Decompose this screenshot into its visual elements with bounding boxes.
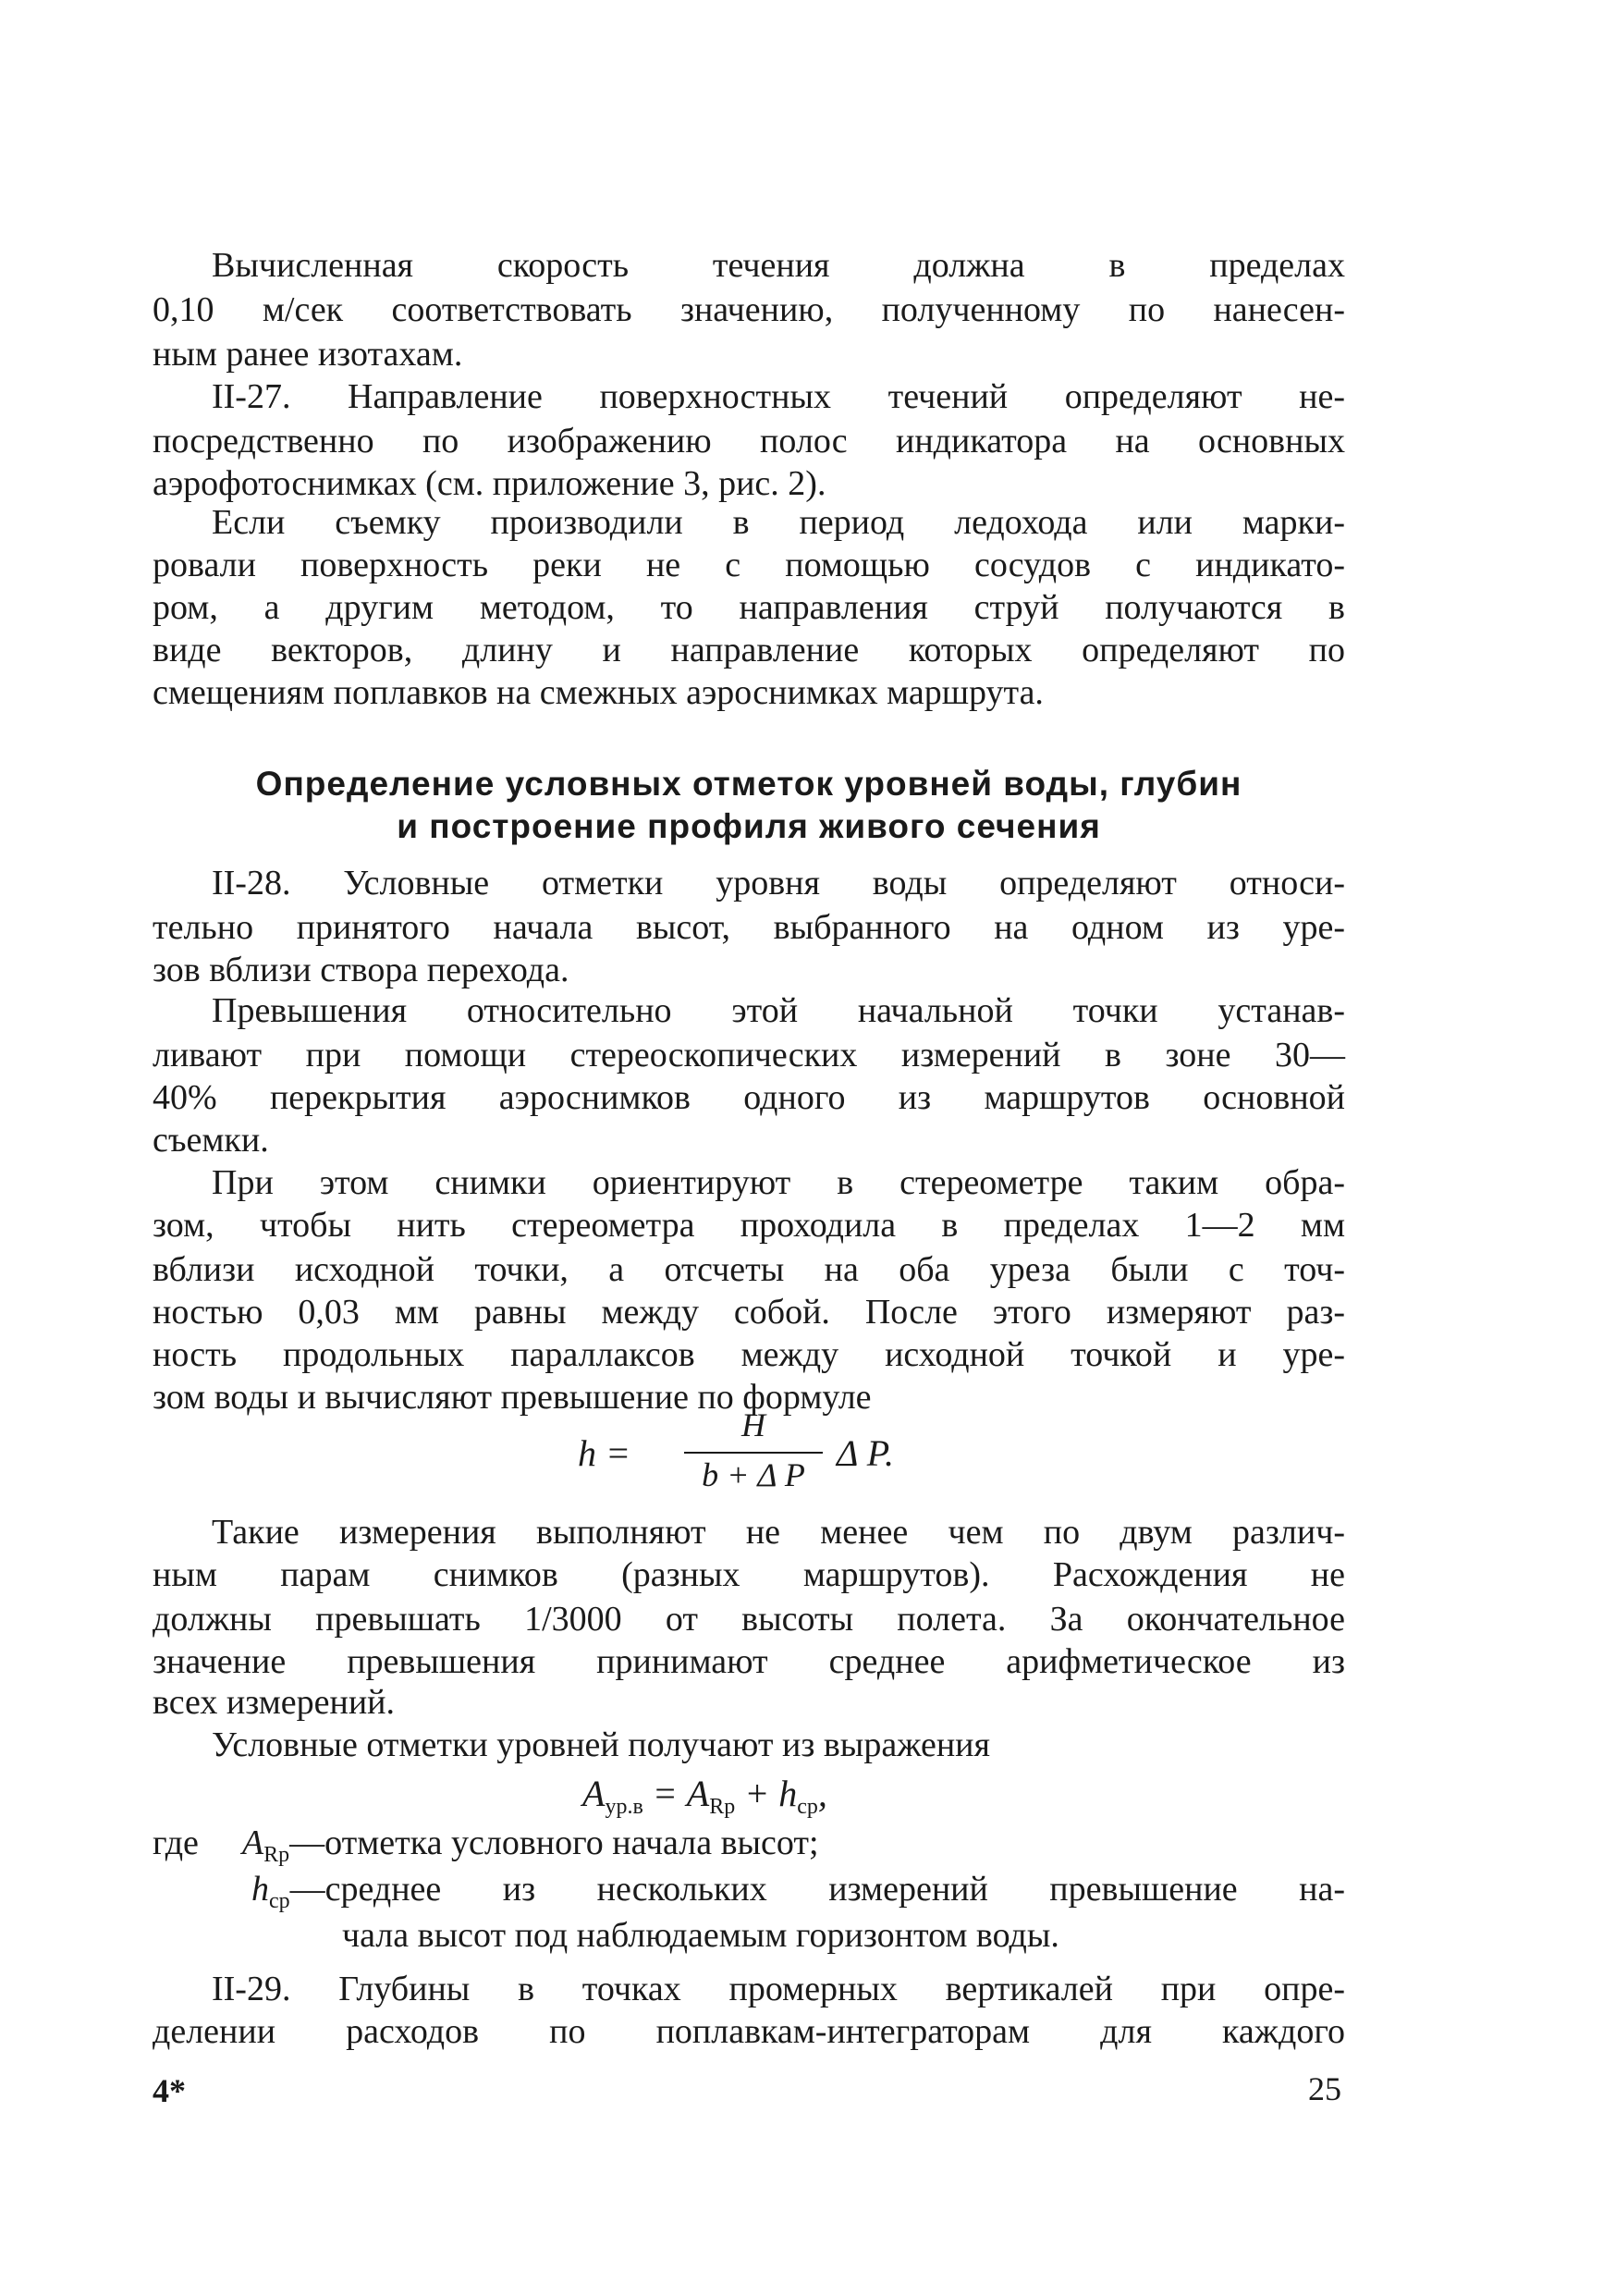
fraction-bar <box>684 1452 823 1454</box>
definition-text: —среднее из нескольких измерений превышение на- <box>289 1870 1345 1909</box>
paragraph-line: Если съемку производили в период ледохода или марки- <box>212 503 1345 542</box>
definition-text: —отметка условного начала высот; <box>289 1823 819 1862</box>
formula-symbol: , <box>817 1773 827 1814</box>
paragraph-line: 0,10 м/сек соответствовать значению, полученному по нанесен- <box>153 290 1345 329</box>
paragraph-line: всех измерений. <box>153 1683 396 1722</box>
definition-subscript: Rр <box>263 1843 290 1867</box>
paragraph-line: ром, а другим методом, то направления струй получаются в <box>153 588 1345 627</box>
paragraph-line: виде векторов, длину и направление которых определяют по <box>153 631 1345 669</box>
where-label: где <box>153 1823 199 1862</box>
page-number: 25 <box>1308 2070 1341 2107</box>
paragraph-line: делении расходов по поплавкам-интеграторам для каждого <box>153 2012 1345 2051</box>
paragraph-line: должны превышать 1/3000 от высоты полета. За окончательное <box>153 1600 1345 1639</box>
formula-symbol: = A <box>642 1773 710 1814</box>
paragraph-line: При этом снимки ориентируют в стереометре таким обра- <box>212 1163 1345 1202</box>
paragraph-line: аэрофотоснимках (см. приложение 3, рис. 2). <box>153 464 826 503</box>
paragraph-line: посредственно по изображению полос индикатора на основных <box>153 422 1345 460</box>
paragraph-line: ровали поверхность реки не с помощью сосудов с индикато- <box>153 546 1345 584</box>
paragraph-line: ностью 0,03 мм равны между собой. После этого измеряют раз- <box>153 1293 1345 1332</box>
paragraph-line: II-27. Направление поверхностных течений определяют не- <box>212 377 1345 416</box>
paragraph-line: съемки. <box>153 1121 269 1160</box>
signature-mark: 4* <box>153 2072 186 2109</box>
formula-subscript: ур.в <box>605 1795 643 1819</box>
paragraph-line: Такие измерения выполняют не менее чем по двум различ- <box>212 1513 1345 1552</box>
formula-denominator: b + Δ P <box>702 1456 805 1493</box>
paragraph-line: Превышения относительно этой начальной точки устанав- <box>212 991 1345 1030</box>
paragraph-line: ность продольных параллаксов между исходной точкой и уре- <box>153 1335 1345 1374</box>
paragraph-line: ным парам снимков (разных маршрутов). Расхождения не <box>153 1555 1345 1594</box>
paragraph-line: II-28. Условные отметки уровня воды определяют относи- <box>212 864 1345 902</box>
formula-subscript: Rр <box>709 1795 736 1819</box>
formula-lhs: h = <box>578 1432 630 1474</box>
formula-subscript: ср <box>797 1795 818 1819</box>
definition-symbol: h <box>251 1870 269 1909</box>
paragraph-line: зом, чтобы нить стереометра проходила в пределах 1—2 мм <box>153 1206 1345 1245</box>
definition-subscript: ср <box>269 1889 290 1913</box>
paragraph-line: Вычисленная скорость течения должна в пределах <box>212 246 1345 285</box>
section-heading: Определение условных отметок уровней воды, глубин <box>255 765 1242 803</box>
paragraph-line: ным ранее изотахам. <box>153 335 463 374</box>
paragraph-line: зом воды и вычисляют превышение по формуле <box>153 1378 872 1417</box>
definition-continuation: чала высот под наблюдаемым горизонтом воды. <box>342 1916 1059 1955</box>
paragraph-line: вблизи исходной точки, а отсчеты на оба уреза были с точ- <box>153 1250 1345 1289</box>
paragraph-line: смещениям поплавков на смежных аэроснимках маршрута. <box>153 673 1044 712</box>
formula-rhs: Δ P. <box>837 1432 895 1474</box>
paragraph-line: Условные отметки уровней получают из выражения <box>212 1725 990 1764</box>
paragraph-line: зов вблизи створа перехода. <box>153 951 569 989</box>
paragraph-line: тельно принятого начала высот, выбранного на одном из уре- <box>153 908 1345 947</box>
section-heading: и построение профиля живого сечения <box>397 807 1101 845</box>
definition-symbol: A <box>241 1823 264 1862</box>
paragraph-line: 40% перекрытия аэроснимков одного из маршрутов основной <box>153 1078 1345 1117</box>
paragraph-line: значение превышения принимают среднее арифметическое из <box>153 1642 1345 1681</box>
paragraph-line: ливают при помощи стереоскопических измерений в зоне 30— <box>153 1036 1345 1074</box>
paragraph-line: II-29. Глубины в точках промерных вертикалей при опре- <box>212 1970 1345 2008</box>
formula-level-mark <box>582 1772 827 1820</box>
formula-numerator: H <box>741 1406 765 1443</box>
formula-symbol: + h <box>735 1773 798 1814</box>
formula-symbol: A <box>582 1773 606 1814</box>
